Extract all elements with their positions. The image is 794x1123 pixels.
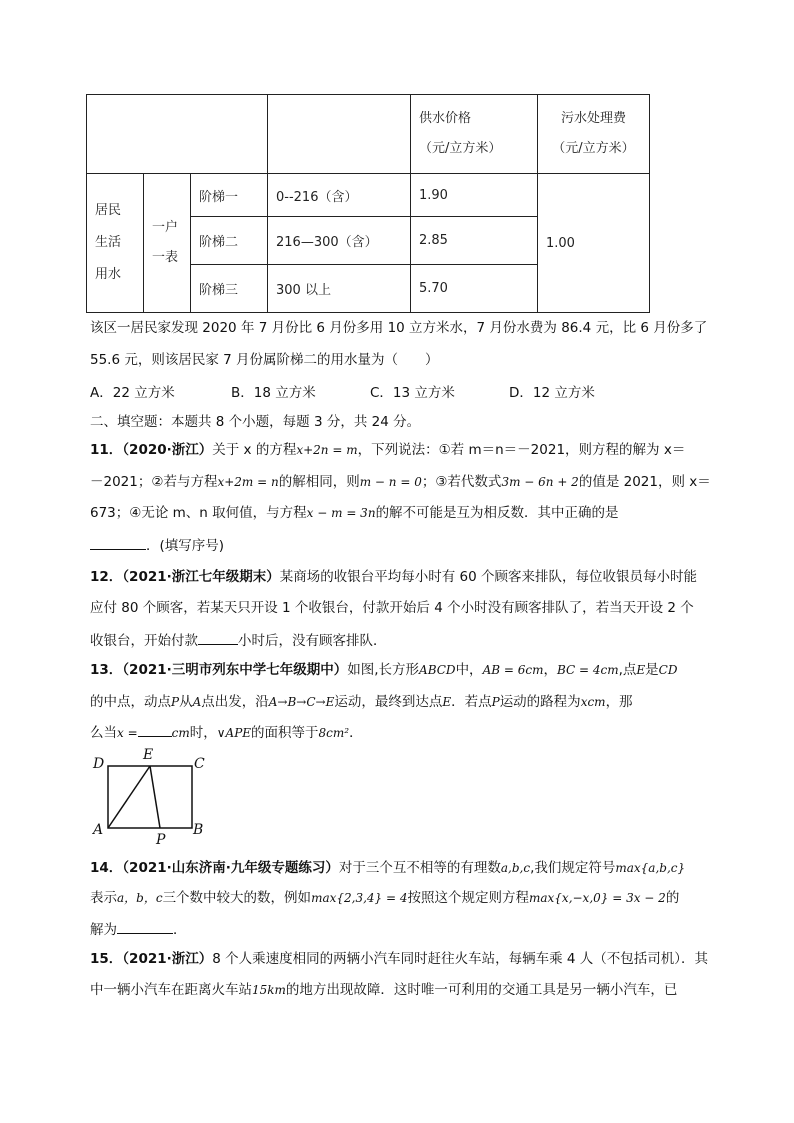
text: 从	[179, 694, 193, 710]
label-e: E	[143, 748, 154, 763]
text: 的面积等于	[251, 725, 319, 741]
q10-option-a: A．22 立方米	[90, 385, 175, 401]
math: x+2m = n	[217, 475, 279, 489]
text: 对于三个互不相等的有理数	[338, 860, 501, 876]
text: ,点	[618, 662, 637, 678]
math: E	[636, 663, 646, 677]
price-cell: 5.70	[411, 265, 538, 313]
text: 中一辆小汽车在距离火车站	[90, 982, 252, 998]
math: P	[171, 695, 180, 709]
category-text: 生活	[95, 235, 122, 250]
text: 的中点，动点	[90, 694, 171, 710]
q15-line	[90, 980, 677, 1000]
header-sewage-fee	[538, 95, 650, 174]
question-source: （2021·浙江）	[122, 951, 213, 967]
math: AB = 6cm	[482, 663, 544, 677]
question-source: （2021·浙江七年级期末）	[122, 569, 280, 585]
q10-text-line: 该区一居民家发现 2020 年 7 月份比 6 月份多用 10 立方米水，7 月份水费为 86.4 元，比 6 月份多了	[90, 320, 708, 336]
meter-text: 一表	[152, 250, 179, 265]
category-text: 居民	[95, 203, 122, 218]
tier-cell: 阶梯一	[191, 174, 268, 217]
q13-line	[90, 692, 633, 712]
range-cell: 0--216（含）	[268, 174, 411, 217]
text: 的地方出现故障．这时唯一可利用的交通工具是另一辆小汽车，已	[285, 982, 678, 998]
text: 小时后，没有顾客排队．	[238, 633, 387, 649]
math: 3m − 6n + 2	[501, 475, 579, 489]
text: ．(填写序号)	[146, 538, 225, 554]
math: max{2,3,4} = 4	[311, 891, 408, 905]
text: 如图,长方形	[347, 662, 420, 678]
text: 按照这个规定则方程	[407, 890, 529, 906]
label-b: B	[193, 822, 204, 838]
q10-text-line: 55.6 元，则该居民家 7 月份属阶梯二的用水量为（ ）	[90, 352, 439, 368]
text: ，那	[605, 694, 633, 710]
text: －2021；②若与方程	[90, 474, 218, 490]
text: 某商场的收银台平均每小时有 60 个顾客来排队，每位收银员每小时能	[279, 569, 698, 585]
math: x − m = 3n	[306, 506, 376, 520]
header-empty-cell	[87, 95, 268, 174]
header-text: （元/立方米）	[419, 141, 502, 156]
text: 运动的路程为	[499, 694, 581, 710]
question-number: 15．	[90, 951, 123, 967]
math: CD	[658, 663, 678, 677]
text: 表示	[90, 890, 117, 906]
answer-blank	[117, 919, 173, 934]
text: 运动，最终到达点	[334, 694, 443, 710]
text: 673；④无论 m、n 取何值，与方程	[90, 505, 307, 521]
header-text: 供水价格	[419, 111, 472, 126]
q13-line	[90, 722, 363, 743]
q11-line	[90, 503, 619, 523]
math: max{x,−x,0} = 3x − 2	[528, 891, 666, 905]
q15-line	[90, 949, 708, 969]
text: 是	[645, 662, 659, 678]
header-text: （元/立方米）	[552, 141, 635, 156]
meter-text: 一户	[152, 220, 179, 235]
text: 的解相同，则	[278, 474, 360, 490]
math: P	[491, 695, 500, 709]
q13-line	[90, 660, 677, 680]
q10-option-d: D．12 立方米	[509, 385, 595, 401]
math: a，b，c	[117, 891, 163, 905]
text: ．若点	[451, 694, 492, 710]
range-cell: 300 以上	[268, 265, 411, 313]
q14-line	[90, 858, 685, 878]
question-source: （2020·浙江）	[122, 442, 213, 458]
question-number: 12．	[90, 569, 123, 585]
math: xcm	[580, 695, 606, 709]
category-cell	[87, 174, 144, 313]
math: cm	[171, 726, 190, 740]
rectangle-figure	[90, 748, 220, 848]
water-price-table	[86, 94, 650, 313]
question-number: 14．	[90, 860, 123, 876]
math: BC = 4cm	[556, 663, 619, 677]
label-d: D	[93, 756, 105, 772]
q11-line	[90, 535, 224, 556]
question-source: （2021·三明市列东中学七年级期中）	[122, 662, 348, 678]
price-cell: 1.90	[411, 174, 538, 217]
math: 15km	[252, 983, 286, 997]
q14-line	[90, 888, 679, 908]
q10-option-b: B．18 立方米	[231, 385, 316, 401]
text: ．	[349, 725, 363, 741]
label-p: P	[156, 832, 166, 848]
text: 解为	[90, 922, 117, 938]
answer-blank	[90, 535, 146, 550]
text: 的解不可能是互为相反数．其中正确的是	[375, 505, 619, 521]
tier-cell: 阶梯三	[191, 265, 268, 313]
answer-blank	[198, 630, 238, 645]
text: ，	[543, 662, 557, 678]
answer-blank	[138, 722, 172, 737]
header-supply-price	[411, 95, 538, 174]
meter-cell	[144, 174, 191, 313]
math: x =	[117, 726, 138, 740]
math: 8cm²	[318, 726, 350, 740]
q10-option-c: C．13 立方米	[370, 385, 455, 401]
math: E	[442, 695, 452, 709]
text: 的	[665, 890, 680, 906]
q12-line	[90, 567, 697, 587]
q14-line	[90, 919, 187, 940]
question-number: 13．	[90, 662, 123, 678]
q11-line	[90, 440, 685, 460]
segment-ep	[150, 766, 160, 828]
rectangle-abcd	[108, 766, 192, 828]
question-source: （2021·山东济南·九年级专题练习）	[122, 860, 339, 876]
label-a: A	[93, 822, 104, 838]
header-empty-cell	[268, 95, 411, 174]
text: 8 个人乘速度相同的两辆小汽车同时赶往火车站，每辆车乘 4 人（不包括司机）．其	[212, 951, 709, 967]
segment-ae	[108, 766, 150, 828]
math: A→B→C→E	[268, 695, 335, 709]
text: 三个数中较大的数，例如	[162, 890, 312, 906]
text: 时，	[189, 725, 217, 741]
math: ∨APE	[216, 726, 252, 740]
math: ABCD	[419, 663, 456, 677]
text: ,我们规定符号	[530, 860, 616, 876]
q12-line	[90, 630, 387, 651]
tier-cell: 阶梯二	[191, 217, 268, 265]
question-number: 11．	[90, 442, 123, 458]
sewage-fee-cell: 1.00	[538, 174, 650, 313]
range-cell: 216—300（含）	[268, 217, 411, 265]
q12-line: 应付 80 个顾客，若某天只开设 1 个收银台，付款开始后 4 个小时没有顾客排队了，若当天开设 2 个	[90, 600, 694, 616]
math: a,b,c	[500, 861, 531, 875]
category-text: 用水	[95, 267, 122, 282]
math: m − n = 0	[359, 475, 422, 489]
text: ．	[173, 922, 187, 938]
math: A	[192, 695, 202, 709]
math: x+2n = m	[296, 443, 358, 457]
text: 点出发，沿	[201, 694, 269, 710]
math: max{a,b,c}	[615, 861, 686, 875]
q11-line	[90, 472, 711, 492]
text: 的值是 2021，则 x＝	[578, 474, 711, 490]
text: 么当	[90, 725, 117, 741]
header-text: 污水处理费	[560, 111, 626, 126]
text: ；③若代数式	[421, 474, 502, 490]
text: 中，	[455, 662, 483, 678]
section-heading: 二、填空题：本题共 8 个小题，每题 3 分，共 24 分。	[90, 414, 421, 430]
text: 收银台，开始付款	[90, 633, 198, 649]
text: 关于 x 的方程	[212, 442, 297, 458]
text: ，下列说法：①若 m＝n＝－2021，则方程的解为 x＝	[357, 442, 686, 458]
price-cell: 2.85	[411, 217, 538, 265]
label-c: C	[194, 756, 205, 772]
